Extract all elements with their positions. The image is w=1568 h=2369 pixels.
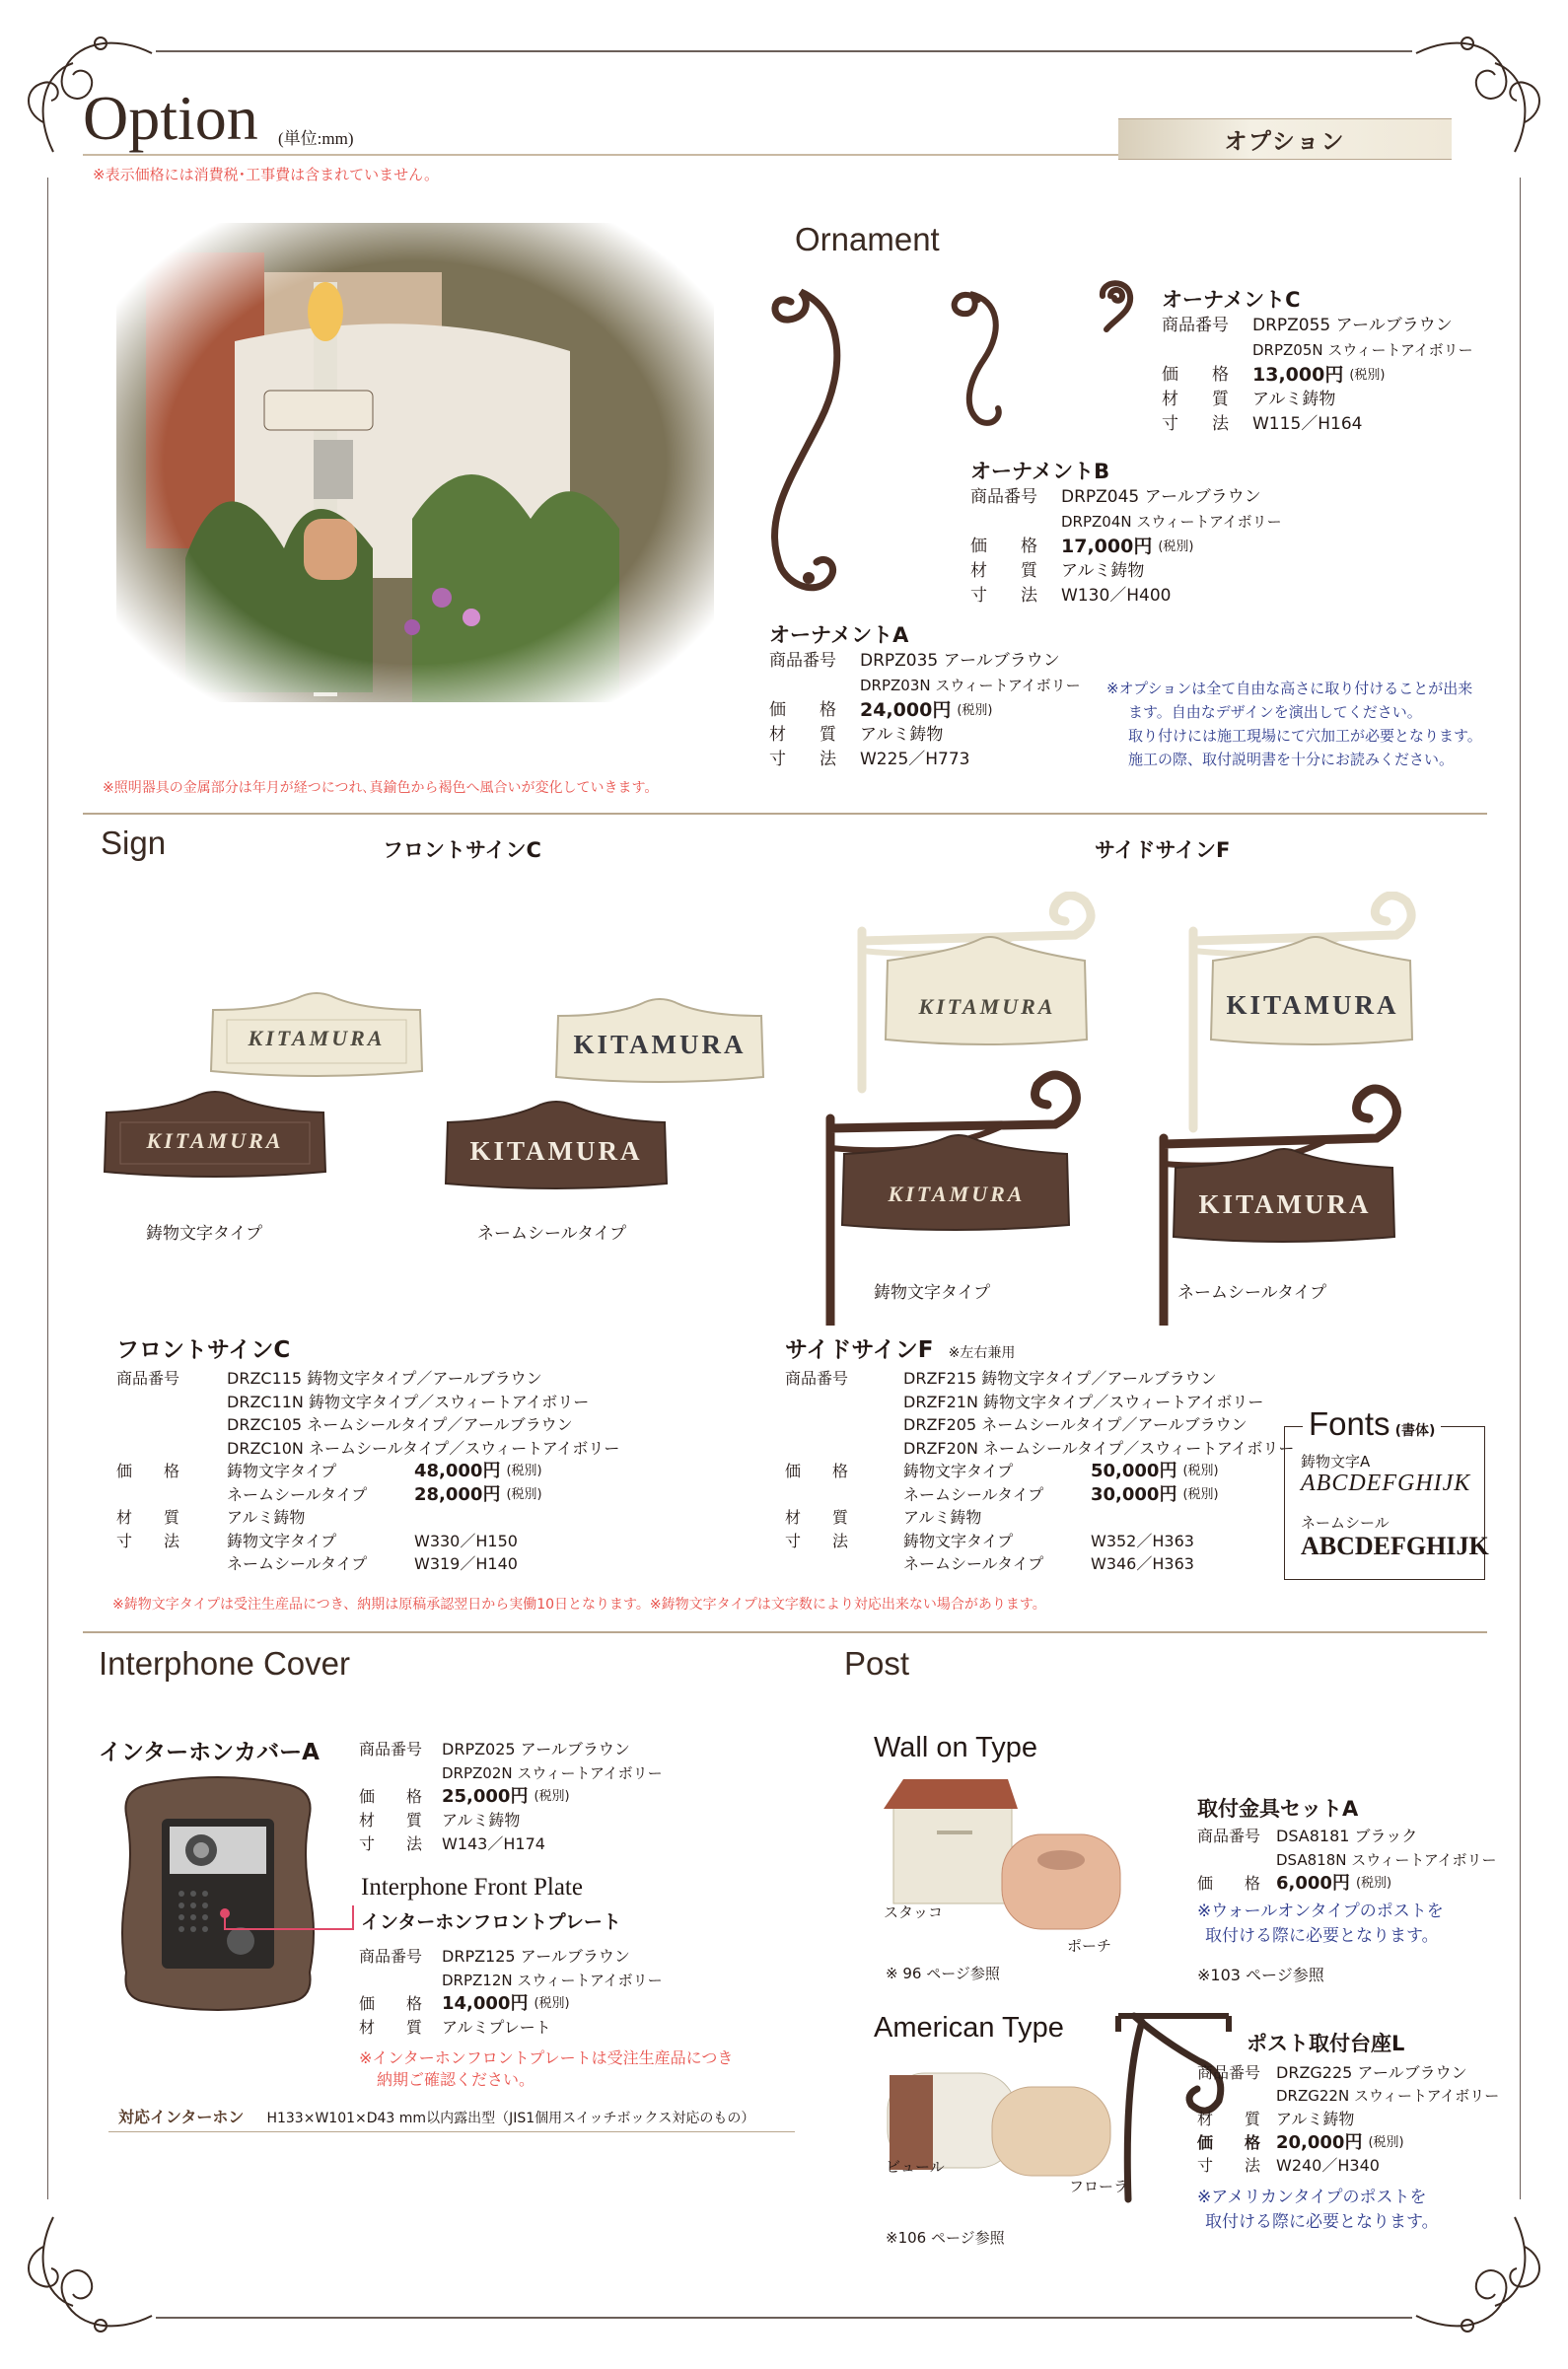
spec-value: DRZF21N 鋳物文字タイプ／スウィートアイボリー (903, 1392, 1264, 1411)
spec-value: DRZF215 鋳物文字タイプ／アールブラウン (903, 1369, 1217, 1388)
header-rule (83, 154, 1118, 156)
kit-a-note-line: 取付ける際に必要となります。 (1205, 1926, 1439, 1946)
tax-note: ※表示価格には消費税･工事費は含まれていません。 (93, 166, 439, 183)
spec-key: 商品番号 (359, 1740, 423, 1759)
porch-label: ポーチ (1067, 1937, 1112, 1955)
spec-key (970, 510, 1061, 535)
spec-row (769, 649, 1081, 674)
spec-row (116, 1367, 619, 1391)
spec-key: 商品番号 (1162, 316, 1229, 335)
spec-key-empty (116, 1413, 227, 1437)
spec-row (785, 1367, 1294, 1391)
front-seal-type-label: ネームシールタイプ (477, 1224, 627, 1244)
ornament-c-name: オーナメントC (1162, 288, 1301, 312)
compat-text: H133×W101×D43 mm以内露出型（JIS1個用スイッチボックス対応のもの） (266, 2111, 755, 2126)
side-sign-name: サイドサインF (785, 1337, 934, 1363)
fonts-cast-label: 鋳物文字A (1301, 1453, 1371, 1471)
post-base-note-line: ※アメリカンタイプのポストを (1197, 2188, 1427, 2207)
install-note-line: ※オプションは全て自由な高さに取り付けることが出来 (1106, 680, 1473, 697)
spec-type: 鋳物文字タイプ (227, 1531, 337, 1550)
section-divider (83, 813, 1487, 815)
spec-key: 価 格 (359, 1994, 423, 2013)
spec-row (116, 1391, 619, 1414)
tax-label: (税別) (1349, 368, 1386, 383)
spec-row (785, 1391, 1294, 1414)
front-sign-seal-brown (440, 1099, 673, 1193)
front-sign-seal-ivory (548, 996, 771, 1087)
spec-row (1197, 2085, 1499, 2109)
spec-key: 商品番号 (769, 651, 836, 671)
wall-ref: ※ 96 ページ参照 (886, 1965, 1000, 1982)
front-sign-name: フロントサインC (116, 1337, 291, 1363)
post-section-title: Post (844, 1645, 910, 1682)
spec-row (1162, 412, 1473, 437)
front-plate-title-en: Interphone Front Plate (361, 1874, 583, 1901)
tax-label: (税別) (1355, 1876, 1392, 1891)
fonts-box (1284, 1405, 1489, 1580)
ornament-c-specs (1162, 314, 1473, 437)
sign-footnote: ※鋳物文字タイプは受注生産品につき、納期は原稿承認翌日から実働10日となります。※鋳物文字タイプは文字数により対応出来ない場合があります。 (112, 1597, 1046, 1613)
wall-type-title: Wall on Type (874, 1732, 1038, 1763)
spec-value: DRZC115 鋳物文字タイプ／アールブラウン (227, 1369, 542, 1388)
side-sign-seal-group (1124, 892, 1420, 1326)
price-value: 30,000円 (1091, 1483, 1177, 1505)
side-cast-type-label: 鋳物文字タイプ (874, 1283, 991, 1303)
plate-name-text: KITAMURA (1226, 990, 1399, 1020)
spec-row (769, 723, 1081, 748)
ornament-a-image (751, 282, 880, 608)
spec-row (785, 1530, 1294, 1553)
spec-row (1197, 2108, 1499, 2131)
spec-key: 価 格 (359, 1787, 423, 1806)
price-value: 48,000円 (414, 1461, 501, 1481)
spec-value: アルミ鋳物 (860, 725, 944, 745)
spec-row (970, 510, 1282, 535)
spec-row (1197, 2131, 1499, 2155)
spec-row (116, 1460, 619, 1483)
spec-row (970, 559, 1282, 584)
spec-row (359, 1785, 663, 1809)
spec-key: 寸 法 (1197, 2156, 1261, 2175)
spec-key (1162, 338, 1252, 363)
spec-value: DRPZ025 アールブラウン (442, 1740, 630, 1759)
price-value: 24,000円 (860, 699, 952, 721)
spec-row (1162, 314, 1473, 338)
fonts-cast-sample: ABCDEFGHIJK (1301, 1471, 1471, 1496)
spec-value: W143／H174 (442, 1834, 545, 1853)
spec-key: 材 質 (769, 725, 836, 745)
spec-type: 鋳物文字タイプ (227, 1462, 337, 1480)
spec-key: 商品番号 (785, 1369, 849, 1388)
kit-a-note (1197, 1900, 1444, 1949)
spec-key-empty (785, 1413, 903, 1437)
price-value: 20,000円 (1276, 2131, 1363, 2153)
front-sign-cast-ivory (203, 990, 430, 1081)
fonts-title-row (1303, 1405, 1441, 1443)
spec-value: W130／H400 (1061, 586, 1172, 606)
tax-label: (税別) (506, 1464, 542, 1478)
install-note-line: 施工の際、取付説明書を十分にお読みください。 (1128, 751, 1455, 768)
fonts-title: Fonts (1309, 1405, 1390, 1442)
spec-type: ネームシールタイプ (903, 1554, 1044, 1573)
spec-value: DRPZ045 アールブラウン (1061, 487, 1261, 507)
spec-key: 商品番号 (1197, 2063, 1261, 2082)
interphone-cover-name: インターホンカバーA (99, 1740, 320, 1765)
spec-row (1197, 2154, 1499, 2178)
side-sign-specs (785, 1367, 1294, 1576)
spec-value: DRPZ055 アールブラウン (1252, 316, 1453, 335)
spec-key-empty (785, 1437, 903, 1461)
ornament-b-image (939, 280, 1018, 438)
spec-value: DRPZ05N スウィートアイボリー (1252, 341, 1473, 359)
spec-row (1197, 2061, 1499, 2085)
spec-row (116, 1483, 619, 1507)
spec-key: 寸 法 (116, 1531, 180, 1550)
american-type-title: American Type (874, 2012, 1064, 2044)
spec-value: アルミプレート (442, 2018, 551, 2037)
kit-a-note-line: ※ウォールオンタイプのポストを (1197, 1902, 1444, 1921)
spec-value: DSA8181 ブラック (1276, 1827, 1418, 1845)
spec-value: DRPZ02N スウィートアイボリー (442, 1764, 663, 1782)
spec-key: 材 質 (970, 561, 1037, 581)
spec-value: DRZF205 ネームシールタイプ／アールブラウン (903, 1415, 1247, 1434)
spec-key: 価 格 (970, 537, 1037, 556)
spec-value: DRZF20N ネームシールタイプ／スウィートアイボリー (903, 1438, 1295, 1458)
tax-label: (税別) (1182, 1486, 1219, 1502)
spec-row (785, 1506, 1294, 1530)
tax-label: (税別) (1182, 1464, 1219, 1478)
sign-section-title: Sign (101, 825, 167, 861)
spec-row (785, 1552, 1294, 1576)
unit-label: (単位:mm) (278, 129, 354, 148)
spec-key: 商品番号 (1197, 1827, 1261, 1845)
spec-key: 寸 法 (785, 1531, 849, 1550)
spec-row (785, 1460, 1294, 1483)
spec-row (116, 1552, 619, 1576)
side-sign-note: ※左右兼用 (948, 1345, 1016, 1361)
tax-label: (税別) (534, 1789, 570, 1804)
spec-value: DRPZ125 アールブラウン (442, 1947, 630, 1966)
ornament-a-name: オーナメントA (769, 623, 909, 647)
interphone-cover-specs (359, 1738, 663, 1856)
spec-key: 寸 法 (769, 750, 836, 769)
front-sign-cast-brown (99, 1089, 331, 1182)
side-sign-heading: サイドサインF (1095, 838, 1231, 862)
spec-key (359, 1761, 442, 1785)
spec-value: W330／H150 (414, 1531, 518, 1550)
spec-value: DRZC105 ネームシールタイプ／アールブラウン (227, 1415, 573, 1434)
spec-key: 商品番号 (970, 487, 1037, 507)
spec-row (359, 2016, 663, 2040)
spec-value: DRZC11N 鋳物文字タイプ／スウィートアイボリー (227, 1392, 590, 1411)
spec-row (785, 1437, 1294, 1461)
spec-row (116, 1506, 619, 1530)
spec-row (359, 1809, 663, 1832)
compat-label: 対応インターホン (118, 2108, 245, 2126)
price-value: 28,000円 (414, 1483, 501, 1505)
spec-key: 材 質 (116, 1508, 180, 1527)
front-plate-note-line: 納期ご確認ください。 (377, 2070, 535, 2089)
spec-key-empty (116, 1437, 227, 1461)
interphone-cover-image (116, 1775, 320, 2012)
side-sign-title-row (785, 1331, 1015, 1364)
spec-row (970, 485, 1282, 510)
spec-row (1197, 1872, 1497, 1896)
spec-key (1197, 2085, 1276, 2109)
spec-row (116, 1437, 619, 1461)
spec-key (359, 1969, 442, 1992)
spec-row (1162, 338, 1473, 363)
plate-callout-line (223, 1902, 361, 1941)
kit-a-name: 取付金具セットA (1197, 1797, 1359, 1821)
spec-row (1197, 1848, 1497, 1872)
spec-key: 寸 法 (1162, 414, 1229, 434)
spec-row (769, 674, 1081, 698)
spec-type: ネームシールタイプ (227, 1484, 368, 1504)
post-base-note (1197, 2186, 1439, 2235)
spec-key: 価 格 (1197, 2132, 1261, 2152)
spec-row (359, 1761, 663, 1785)
tax-label: (税別) (1368, 2134, 1404, 2150)
spec-value: W346／H363 (1091, 1554, 1194, 1573)
fonts-seal-sample: ABCDEFGHIJK (1301, 1532, 1489, 1560)
header-label-jp: オプション (1224, 128, 1346, 155)
tax-label: (税別) (534, 1996, 570, 2011)
spec-row (970, 535, 1282, 559)
garden-photo (116, 223, 714, 702)
spec-key: 商品番号 (359, 1947, 423, 1966)
post-base-specs (1197, 2061, 1499, 2178)
plate-name-text: KITAMURA (248, 1026, 386, 1050)
spec-value: W115／H164 (1252, 414, 1363, 434)
spec-key: 寸 法 (359, 1834, 423, 1853)
stucco-label: スタッコ (884, 1903, 944, 1921)
plate-name-text: KITAMURA (573, 1030, 747, 1059)
plate-name-text: KITAMURA (146, 1128, 284, 1153)
price-value: 50,000円 (1091, 1461, 1177, 1481)
spec-key-empty (785, 1483, 903, 1507)
spec-key (769, 674, 860, 698)
front-sign-heading: フロントサインC (383, 838, 541, 862)
spec-row (785, 1413, 1294, 1437)
spec-type: 鋳物文字タイプ (903, 1462, 1014, 1480)
spec-row (116, 1413, 619, 1437)
spec-value: DRPZ04N スウィートアイボリー (1061, 513, 1282, 531)
side-seal-type-label: ネームシールタイプ (1177, 1283, 1327, 1303)
spec-value: DRZG22N スウィートアイボリー (1276, 2086, 1500, 2105)
fonts-sub: (書体) (1394, 1423, 1436, 1439)
photo-note: ※照明器具の金属部分は年月が経つにつれ､真鍮色から褐色へ風合いが変化していきます。 (103, 780, 659, 796)
install-note (1106, 677, 1482, 771)
ornament-b-name: オーナメントB (970, 460, 1110, 483)
tax-label: (税別) (506, 1486, 542, 1502)
spec-value: アルミ鋳物 (442, 1811, 521, 1830)
price-value: 14,000円 (442, 1993, 529, 2014)
spec-row (785, 1483, 1294, 1507)
spec-row (970, 584, 1282, 609)
front-plate-note (359, 2047, 733, 2091)
spec-value: DRZG225 アールブラウン (1276, 2063, 1467, 2082)
spec-row (359, 1969, 663, 1992)
post-base-name: ポスト取付台座L (1247, 2032, 1405, 2055)
fonts-seal-label: ネームシール (1301, 1514, 1390, 1532)
spec-key-empty (785, 1391, 903, 1414)
page-title: Option (83, 83, 258, 153)
price-value: 13,000円 (1252, 364, 1344, 386)
spec-value: アルミ鋳物 (1061, 561, 1145, 581)
spec-key-empty (116, 1391, 227, 1414)
spec-value: DRPZ12N スウィートアイボリー (442, 1972, 663, 1989)
side-sign-cast-group (809, 892, 1105, 1326)
flora-label: フローラ (1069, 2178, 1129, 2195)
post-base-note-line: 取付ける際に必要となります。 (1205, 2212, 1439, 2232)
tax-label: (税別) (957, 703, 993, 718)
kit-a-specs (1197, 1825, 1497, 1896)
spec-key-empty (116, 1552, 227, 1576)
ornament-b-specs (970, 485, 1282, 609)
spec-type: ネームシールタイプ (227, 1554, 368, 1573)
install-note-line: ます。自由なデザインを演出してください。 (1128, 703, 1422, 721)
plate-name-text: KITAMURA (918, 994, 1056, 1019)
spec-key (1197, 1848, 1276, 1872)
front-plate-specs (359, 1945, 663, 2040)
spec-row (116, 1530, 619, 1553)
spec-value: アルミ鋳物 (903, 1508, 982, 1527)
interphone-section-title: Interphone Cover (99, 1645, 350, 1682)
spec-row (359, 1992, 663, 2016)
spec-key: 材 質 (1162, 390, 1229, 409)
spec-value: W240／H340 (1276, 2156, 1380, 2175)
price-value: 25,000円 (442, 1786, 529, 1807)
spec-value: DRPZ035 アールブラウン (860, 651, 1060, 671)
spec-key: 価 格 (1197, 1874, 1261, 1893)
section-divider (83, 1631, 1487, 1633)
spec-value: アルミ鋳物 (227, 1508, 306, 1527)
spec-value: W225／H773 (860, 750, 970, 769)
ornament-section-title: Ornament (795, 221, 940, 257)
spec-type: ネームシールタイプ (903, 1484, 1044, 1504)
spec-key: 材 質 (359, 2018, 423, 2037)
spec-row (1162, 388, 1473, 412)
ornament-c-image (1093, 276, 1142, 335)
plate-name-text: KITAMURA (1198, 1189, 1372, 1219)
spec-row (1197, 1825, 1497, 1848)
spec-key: 材 質 (359, 1811, 423, 1830)
front-plate-title-jp: インターホンフロントプレート (361, 1911, 621, 1933)
spec-row (769, 748, 1081, 772)
spec-value: アルミ鋳物 (1252, 390, 1336, 409)
spec-key: 商品番号 (116, 1369, 180, 1388)
ornament-a-specs (769, 649, 1081, 772)
tax-label: (税別) (1158, 539, 1194, 554)
front-sign-specs (116, 1367, 619, 1576)
price-value: 17,000円 (1061, 536, 1153, 557)
plate-name-text: KITAMURA (469, 1136, 643, 1166)
spec-row (359, 1738, 663, 1761)
spec-value: W319／H140 (414, 1554, 518, 1573)
corner-flourish-bottom-left (14, 2207, 162, 2355)
spec-key-empty (116, 1483, 227, 1507)
spec-row (1162, 363, 1473, 388)
front-cast-type-label: 鋳物文字タイプ (146, 1224, 263, 1244)
front-plate-note-line: ※インターホンフロントプレートは受注生産品につき (359, 2048, 734, 2067)
american-ref: ※106 ページ参照 (886, 2229, 1005, 2247)
kit-a-ref: ※103 ページ参照 (1197, 1966, 1324, 1984)
spec-row (769, 698, 1081, 723)
spec-key: 材 質 (1197, 2110, 1261, 2128)
spec-key: 価 格 (769, 700, 836, 720)
compat-row (108, 2105, 795, 2132)
spec-value: DSA818N スウィートアイボリー (1276, 1851, 1497, 1869)
spec-key: 材 質 (785, 1508, 849, 1527)
spec-row (359, 1832, 663, 1856)
spec-key: 価 格 (116, 1462, 180, 1480)
install-note-line: 取り付けには施工現場にて穴加工が必要となります。 (1128, 727, 1482, 745)
plate-name-text: KITAMURA (888, 1182, 1026, 1206)
header-label-box (1118, 118, 1452, 160)
spec-value: DRZC10N ネームシールタイプ／スウィートアイボリー (227, 1438, 620, 1458)
spec-key: 価 格 (785, 1462, 849, 1480)
spec-value: アルミ鋳物 (1276, 2110, 1355, 2128)
price-value: 6,000円 (1276, 1873, 1350, 1894)
spec-key: 価 格 (1162, 365, 1229, 385)
beulah-label: ビュール (886, 2158, 945, 2176)
spec-key-empty (785, 1552, 903, 1576)
spec-value: DRPZ03N スウィートアイボリー (860, 677, 1081, 694)
spec-key: 寸 法 (970, 586, 1037, 606)
spec-value: W352／H363 (1091, 1531, 1194, 1550)
spec-row (359, 1945, 663, 1969)
spec-type: 鋳物文字タイプ (903, 1531, 1014, 1550)
